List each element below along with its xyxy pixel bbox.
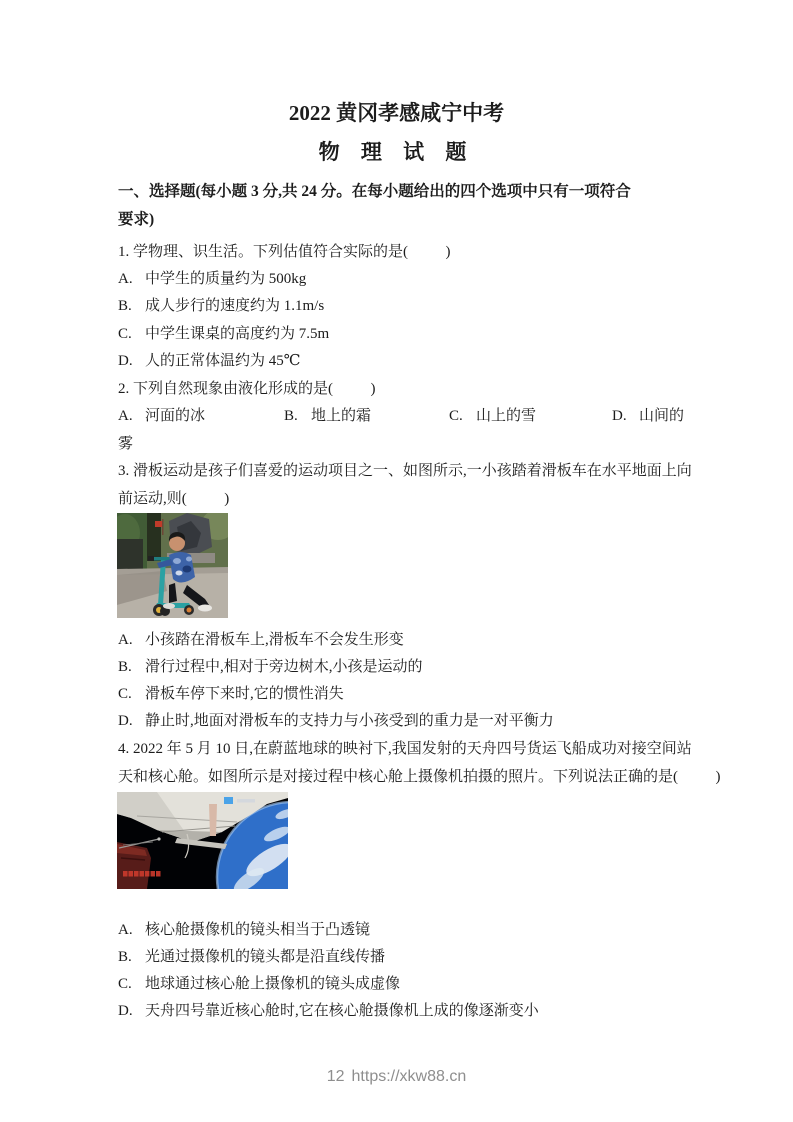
question-2-stem: 2. 下列自然现象由液化形成的是( ) [118, 381, 376, 397]
option-text: 山间的 [639, 408, 685, 424]
question-1-option-c [118, 321, 718, 348]
red-flag [155, 521, 163, 527]
option-label: C. [449, 408, 463, 424]
question-4-option-c [118, 971, 718, 998]
option-text: 小孩踏在滑板车上,滑板车不会发生形变 [145, 632, 404, 648]
option-text: 静止时,地面对滑板车的支持力与小孩受到的重力是一对平衡力 [145, 713, 554, 729]
question-2-options-row [118, 403, 718, 430]
question-3-stem-line1: 3. 滑板运动是孩子们喜爱的运动项目之一、如图所示,一小孩踏着滑板车在水平地面上向 [118, 463, 692, 479]
question-1-option-d [118, 348, 718, 375]
option-text: 滑板车停下来时,它的惯性消失 [145, 686, 344, 702]
option-label: D. [612, 408, 627, 424]
option-label: A. [118, 922, 133, 938]
option-label: C. [118, 686, 132, 702]
question-2-option-b [284, 403, 371, 430]
question-4-stem-line2: 天和核心舱。如图所示是对接过程中核心舱上摄像机拍摄的照片。下列说法正确的是( ) [118, 769, 721, 785]
option-label: D. [118, 1003, 133, 1019]
option-label: C. [118, 326, 132, 342]
question-4-stem-line1: 4. 2022 年 5 月 10 日,在蔚蓝地球的映衬下,我国发射的天舟四号货运飞船成功对接空间站 [118, 741, 692, 757]
question-3-option-c [118, 681, 718, 708]
option-text: 中学生课桌的高度约为 7.5m [145, 326, 330, 342]
red-caption-watermark [123, 871, 161, 877]
option-label: A. [118, 632, 133, 648]
option-text: 天舟四号靠近核心舱时,它在核心舱摄像机上成的像逐渐变小 [145, 1003, 539, 1019]
option-label: D. [118, 353, 133, 369]
section-header-line1: 一、选择题(每小题 3 分,共 24 分。在每小题给出的四个选项中只有一项符合 [118, 183, 631, 200]
option-text: 成人步行的速度约为 1.1m/s [145, 298, 325, 314]
question-2-option-c [449, 403, 536, 430]
page-footer [0, 1068, 793, 1086]
option-text: 地上的霜 [311, 408, 372, 424]
question-2-option-d-wrap: 雾 [118, 436, 134, 452]
question-1-stem: 1. 学物理、识生活。下列估值符合实际的是( ) [118, 244, 451, 260]
option-label: D. [118, 713, 133, 729]
question-3-option-b [118, 654, 718, 681]
option-label: C. [118, 976, 132, 992]
option-label: B. [118, 298, 132, 314]
option-label: A. [118, 271, 133, 287]
option-text: 山上的雪 [476, 408, 537, 424]
question-1-option-a [118, 266, 718, 293]
section-header-line2: 要求) [118, 211, 155, 228]
option-text: 滑行过程中,相对于旁边树木,小孩是运动的 [145, 659, 423, 675]
option-text: 核心舱摄像机的镜头相当于凸透镜 [145, 922, 371, 938]
option-text: 河面的冰 [145, 408, 206, 424]
page-subtitle: 物 理 试 题 [318, 140, 475, 164]
space-station-docking-photo [117, 792, 288, 889]
question-2-option-a [118, 403, 205, 430]
question-4-option-d [118, 998, 718, 1025]
footer-url: https://xkw88.cn [351, 1068, 467, 1085]
page-title: 2022 黄冈孝感咸宁中考 [288, 101, 505, 125]
page-number: 12 [326, 1068, 345, 1085]
option-text: 中学生的质量约为 500kg [145, 271, 307, 287]
option-label: B. [118, 659, 132, 675]
question-1-option-b [118, 293, 718, 320]
question-4-option-a [118, 917, 718, 944]
question-3-option-d [118, 708, 718, 735]
option-label: A. [118, 408, 133, 424]
question-3-stem-line2: 前运动,则( ) [118, 491, 230, 507]
option-text: 人的正常体温约为 45℃ [145, 353, 301, 369]
option-text: 地球通过核心舱上摄像机的镜头成虚像 [145, 976, 401, 992]
blue-emblem [224, 797, 233, 804]
question-3-option-a [118, 627, 718, 654]
question-4-option-b [118, 944, 718, 971]
option-text: 光通过摄像机的镜头都是沿直线传播 [145, 949, 386, 965]
option-label: B. [284, 408, 298, 424]
option-label: B. [118, 949, 132, 965]
question-2-option-d [612, 403, 684, 430]
child-riding-scooter-photo [117, 513, 228, 618]
